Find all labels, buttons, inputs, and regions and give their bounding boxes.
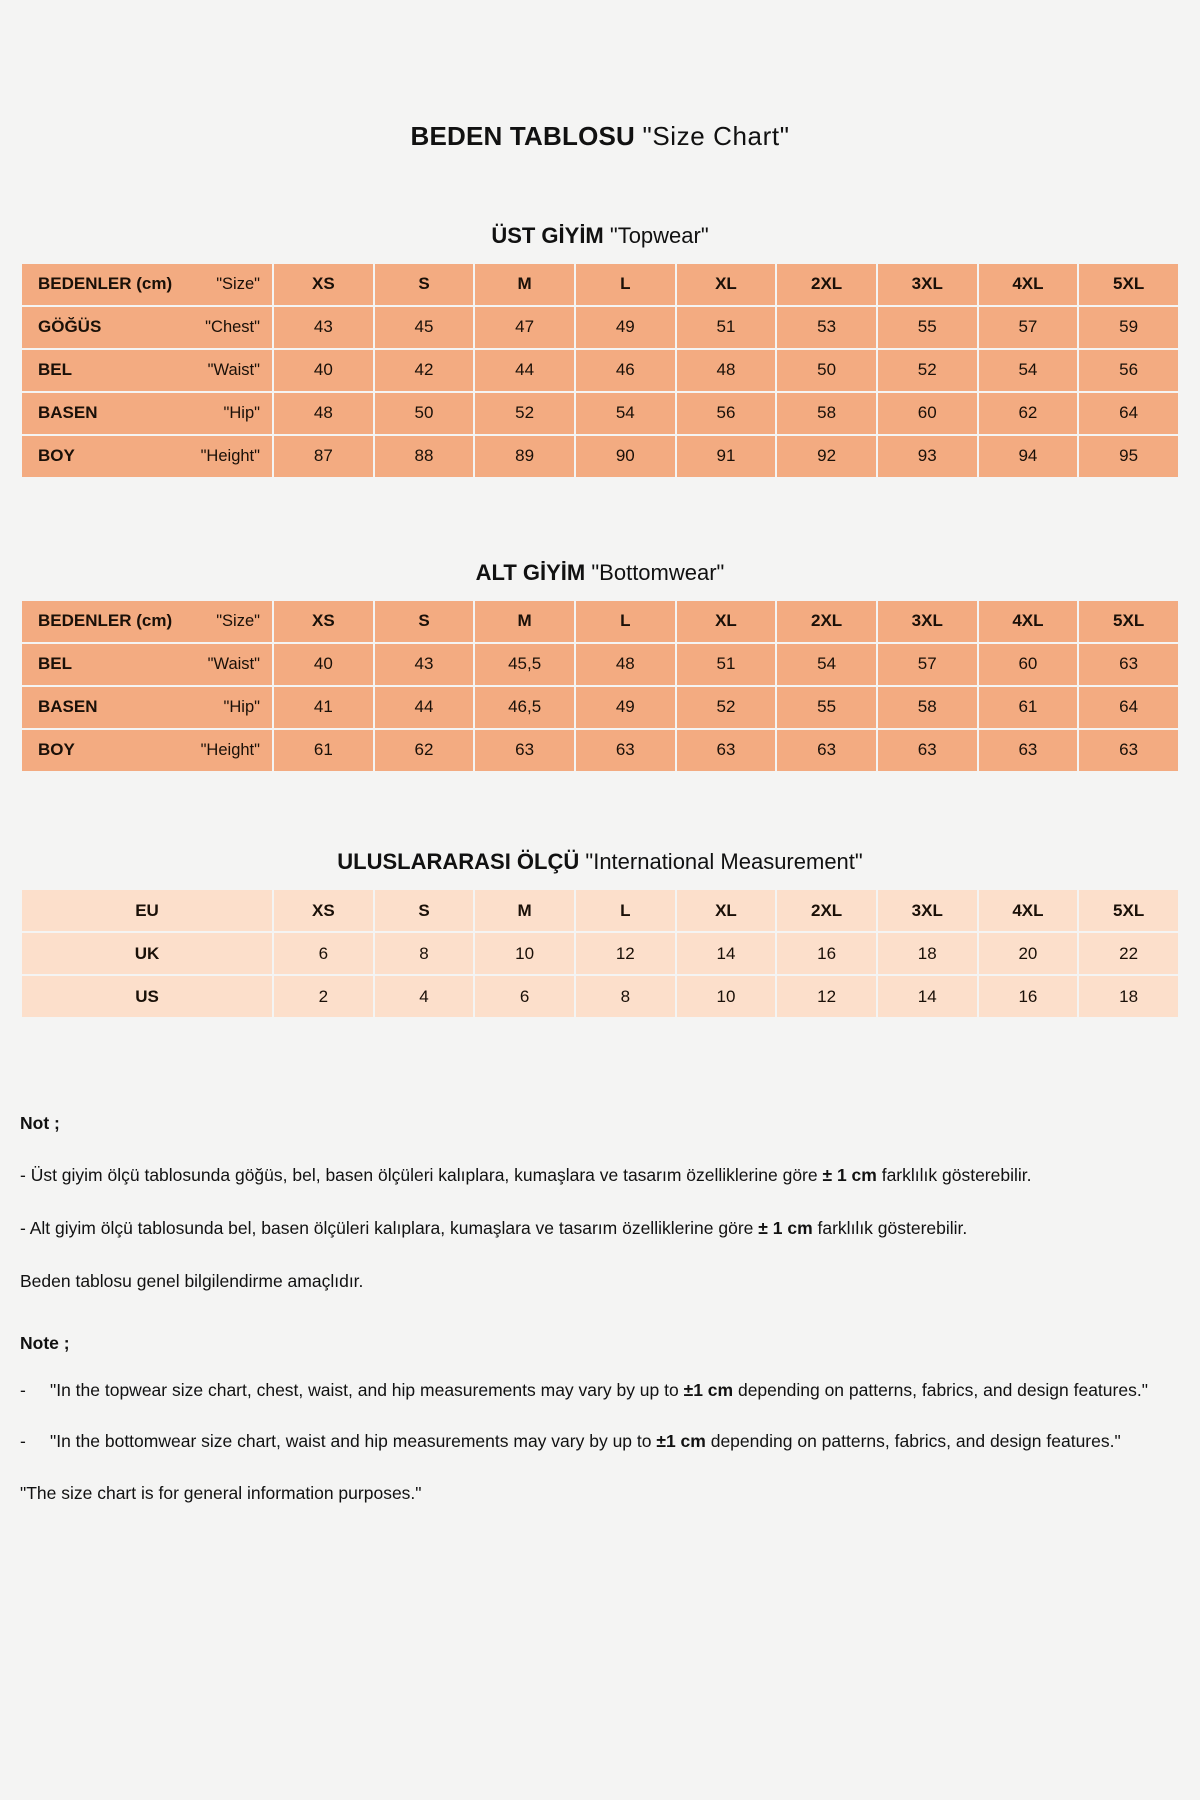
table-row [22, 307, 1178, 348]
cell-value: 87 [274, 436, 373, 477]
cell-value: 63 [1079, 730, 1178, 771]
section-title-topwear [20, 224, 1180, 248]
cell-value: 64 [1079, 393, 1178, 434]
size-header-5xl: 5XL [1079, 601, 1178, 642]
row-label-height [22, 436, 272, 477]
cell-value: 46 [576, 350, 675, 391]
row-label-hip [22, 687, 272, 728]
cell-value: 93 [878, 436, 977, 477]
table-row [22, 976, 1178, 1017]
table-row [22, 393, 1178, 434]
cell-value: 53 [777, 307, 876, 348]
cell-value: 8 [576, 976, 675, 1017]
row-label-turkish: BOY [38, 740, 75, 760]
cell-value: 6 [475, 976, 574, 1017]
note-text: farklılık gösterebilir. [876, 1164, 1032, 1185]
header-label-english: "Size" [216, 275, 260, 294]
cell-value: 58 [777, 393, 876, 434]
note-turkish-topwear [20, 1163, 1180, 1188]
cell-value: 18 [878, 933, 977, 974]
size-header-m: M [475, 890, 574, 931]
size-header-4xl: 4XL [979, 890, 1078, 931]
cell-value: 61 [979, 687, 1078, 728]
cell-value: 58 [878, 687, 977, 728]
cell-value: 49 [576, 687, 675, 728]
bottomwear-size-table [20, 599, 1180, 773]
row-label-turkish: BOY [38, 446, 75, 466]
size-header-xs: XS [274, 890, 373, 931]
cell-value: 55 [878, 307, 977, 348]
international-size-table [20, 888, 1180, 1019]
cell-value: 44 [375, 687, 474, 728]
size-header-xs: XS [274, 601, 373, 642]
cell-value: 51 [677, 307, 776, 348]
cell-value: 59 [1079, 307, 1178, 348]
cell-value: 63 [777, 730, 876, 771]
header-label-cell [22, 601, 272, 642]
section-title-international-english: "International Measurement" [585, 848, 863, 874]
cell-value: 60 [878, 393, 977, 434]
note-text: - Üst giyim ölçü tablosunda göğüs, bel, basen ölçüleri kalıplara, kumaşlara ve tasarım özelliklerine göre [20, 1164, 823, 1185]
cell-value: 48 [576, 644, 675, 685]
cell-value: 22 [1079, 933, 1178, 974]
size-header-2xl: 2XL [777, 890, 876, 931]
table-header-row [22, 890, 1178, 931]
section-title-topwear-english: "Topwear" [609, 222, 709, 248]
cell-value: 49 [576, 307, 675, 348]
table-row [22, 350, 1178, 391]
row-label-eu: EU [22, 890, 272, 931]
header-label-turkish: BEDENLER (cm) [38, 274, 173, 294]
cell-value: 55 [777, 687, 876, 728]
cell-value: 44 [475, 350, 574, 391]
cell-value: 63 [475, 730, 574, 771]
cell-value: 4 [375, 976, 474, 1017]
row-label-english: "Height" [200, 447, 260, 466]
note-text: depending on patterns, fabrics, and design features." [733, 1380, 1148, 1401]
section-title-topwear-turkish: ÜST GİYİM [491, 222, 604, 248]
row-label-english: "Height" [200, 741, 260, 760]
cell-value: 90 [576, 436, 675, 477]
cell-value: 20 [979, 933, 1078, 974]
note-emphasis: ± 1 cm [822, 1164, 877, 1185]
note-turkish-general: Beden tablosu genel bilgilendirme amaçlıdır. [20, 1271, 364, 1292]
note-text: depending on patterns, fabrics, and design features." [705, 1431, 1121, 1452]
cell-value: 62 [979, 393, 1078, 434]
page-title-english: "Size Chart" [642, 121, 790, 151]
cell-value: 62 [375, 730, 474, 771]
cell-value: 52 [878, 350, 977, 391]
size-header-5xl: 5XL [1079, 264, 1178, 305]
header-label-english: "Size" [216, 612, 260, 631]
cell-value: 63 [576, 730, 675, 771]
note-text: farklılık gösterebilir. [812, 1217, 968, 1238]
cell-value: 16 [777, 933, 876, 974]
note-english-general: "The size chart is for general information purposes." [20, 1482, 422, 1503]
cell-value: 50 [375, 393, 474, 434]
row-label-waist [22, 350, 272, 391]
cell-value: 41 [274, 687, 373, 728]
table-row [22, 436, 1178, 477]
row-label-hip [22, 393, 272, 434]
cell-value: 89 [475, 436, 574, 477]
cell-value: 45 [375, 307, 474, 348]
size-header-xl: XL [677, 890, 776, 931]
section-title-bottomwear-turkish: ALT GİYİM [475, 559, 586, 585]
cell-value: 95 [1079, 436, 1178, 477]
note-emphasis: ± 1 cm [758, 1217, 813, 1238]
row-label-english: "Chest" [205, 318, 260, 337]
cell-value: 42 [375, 350, 474, 391]
header-label-turkish: BEDENLER (cm) [38, 611, 173, 631]
size-header-s: S [375, 601, 474, 642]
row-label-height [22, 730, 272, 771]
table-row [22, 933, 1178, 974]
cell-value: 88 [375, 436, 474, 477]
note-english-bottomwear [20, 1429, 1180, 1454]
cell-value: 57 [979, 307, 1078, 348]
cell-value: 8 [375, 933, 474, 974]
cell-value: 94 [979, 436, 1078, 477]
notes-section [20, 1019, 1180, 1506]
size-header-s: S [375, 264, 474, 305]
cell-value: 57 [878, 644, 977, 685]
cell-value: 56 [677, 393, 776, 434]
cell-value: 51 [677, 644, 776, 685]
row-label-us: US [22, 976, 272, 1017]
cell-value: 91 [677, 436, 776, 477]
cell-value: 54 [576, 393, 675, 434]
cell-value: 54 [777, 644, 876, 685]
cell-value: 40 [274, 350, 373, 391]
size-header-xl: XL [677, 264, 776, 305]
cell-value: 12 [576, 933, 675, 974]
note-emphasis: ±1 cm [656, 1431, 706, 1452]
cell-value: 47 [475, 307, 574, 348]
size-header-3xl: 3XL [878, 601, 977, 642]
cell-value: 18 [1079, 976, 1178, 1017]
topwear-size-table [20, 262, 1180, 479]
row-label-turkish: BASEN [38, 697, 98, 717]
size-header-l: L [576, 264, 675, 305]
note-text: "In the topwear size chart, chest, waist, and hip measurements may vary by up to [50, 1380, 684, 1401]
size-header-xl: XL [677, 601, 776, 642]
cell-value: 14 [677, 933, 776, 974]
row-label-english: "Hip" [223, 404, 260, 423]
size-header-l: L [576, 890, 675, 931]
table-header-row [22, 264, 1178, 305]
row-label-english: "Hip" [223, 698, 260, 717]
cell-value: 50 [777, 350, 876, 391]
size-header-4xl: 4XL [979, 264, 1078, 305]
cell-value: 10 [475, 933, 574, 974]
cell-value: 16 [979, 976, 1078, 1017]
row-label-chest [22, 307, 272, 348]
size-header-xs: XS [274, 264, 373, 305]
page-title [20, 0, 1180, 151]
size-header-4xl: 4XL [979, 601, 1078, 642]
table-header-row [22, 601, 1178, 642]
cell-value: 52 [677, 687, 776, 728]
size-header-s: S [375, 890, 474, 931]
cell-value: 40 [274, 644, 373, 685]
row-label-waist [22, 644, 272, 685]
row-label-turkish: BEL [38, 360, 72, 380]
note-turkish-bottomwear [20, 1216, 1180, 1241]
section-title-international-turkish: ULUSLARARASI ÖLÇÜ [337, 848, 580, 874]
note-english-topwear [20, 1378, 1180, 1403]
row-label-english: "Waist" [207, 361, 260, 380]
notes-heading-english: Note ; [20, 1332, 70, 1353]
note-text: - Alt giyim ölçü tablosunda bel, basen ölçüleri kalıplara, kumaşlara ve tasarım özelliklerine göre [20, 1217, 759, 1238]
header-label-cell [22, 264, 272, 305]
section-title-bottomwear [20, 561, 1180, 585]
cell-value: 48 [677, 350, 776, 391]
cell-value: 10 [677, 976, 776, 1017]
cell-value: 92 [777, 436, 876, 477]
section-title-international [20, 850, 1180, 874]
table-row [22, 730, 1178, 771]
row-label-uk: UK [22, 933, 272, 974]
section-title-bottomwear-english: "Bottomwear" [591, 559, 725, 585]
cell-value: 63 [878, 730, 977, 771]
cell-value: 43 [375, 644, 474, 685]
page-title-turkish: BEDEN TABLOSU [410, 121, 636, 151]
cell-value: 60 [979, 644, 1078, 685]
cell-value: 2 [274, 976, 373, 1017]
cell-value: 63 [979, 730, 1078, 771]
cell-value: 45,5 [475, 644, 574, 685]
notes-english-list [20, 1378, 1180, 1455]
notes-heading-turkish: Not ; [20, 1113, 60, 1134]
cell-value: 46,5 [475, 687, 574, 728]
cell-value: 52 [475, 393, 574, 434]
size-header-3xl: 3XL [878, 890, 977, 931]
row-label-turkish: GÖĞÜS [38, 317, 102, 337]
size-header-2xl: 2XL [777, 601, 876, 642]
size-header-5xl: 5XL [1079, 890, 1178, 931]
cell-value: 54 [979, 350, 1078, 391]
size-header-2xl: 2XL [777, 264, 876, 305]
size-header-l: L [576, 601, 675, 642]
table-row [22, 687, 1178, 728]
size-header-3xl: 3XL [878, 264, 977, 305]
table-row [22, 644, 1178, 685]
note-text: "In the bottomwear size chart, waist and hip measurements may vary by up to [50, 1431, 657, 1452]
cell-value: 63 [677, 730, 776, 771]
cell-value: 64 [1079, 687, 1178, 728]
cell-value: 61 [274, 730, 373, 771]
cell-value: 12 [777, 976, 876, 1017]
cell-value: 6 [274, 933, 373, 974]
cell-value: 14 [878, 976, 977, 1017]
size-header-m: M [475, 601, 574, 642]
cell-value: 63 [1079, 644, 1178, 685]
cell-value: 43 [274, 307, 373, 348]
row-label-english: "Waist" [207, 655, 260, 674]
cell-value: 56 [1079, 350, 1178, 391]
row-label-turkish: BEL [38, 654, 72, 674]
cell-value: 48 [274, 393, 373, 434]
note-emphasis: ±1 cm [683, 1380, 734, 1401]
row-label-turkish: BASEN [38, 403, 98, 423]
size-header-m: M [475, 264, 574, 305]
